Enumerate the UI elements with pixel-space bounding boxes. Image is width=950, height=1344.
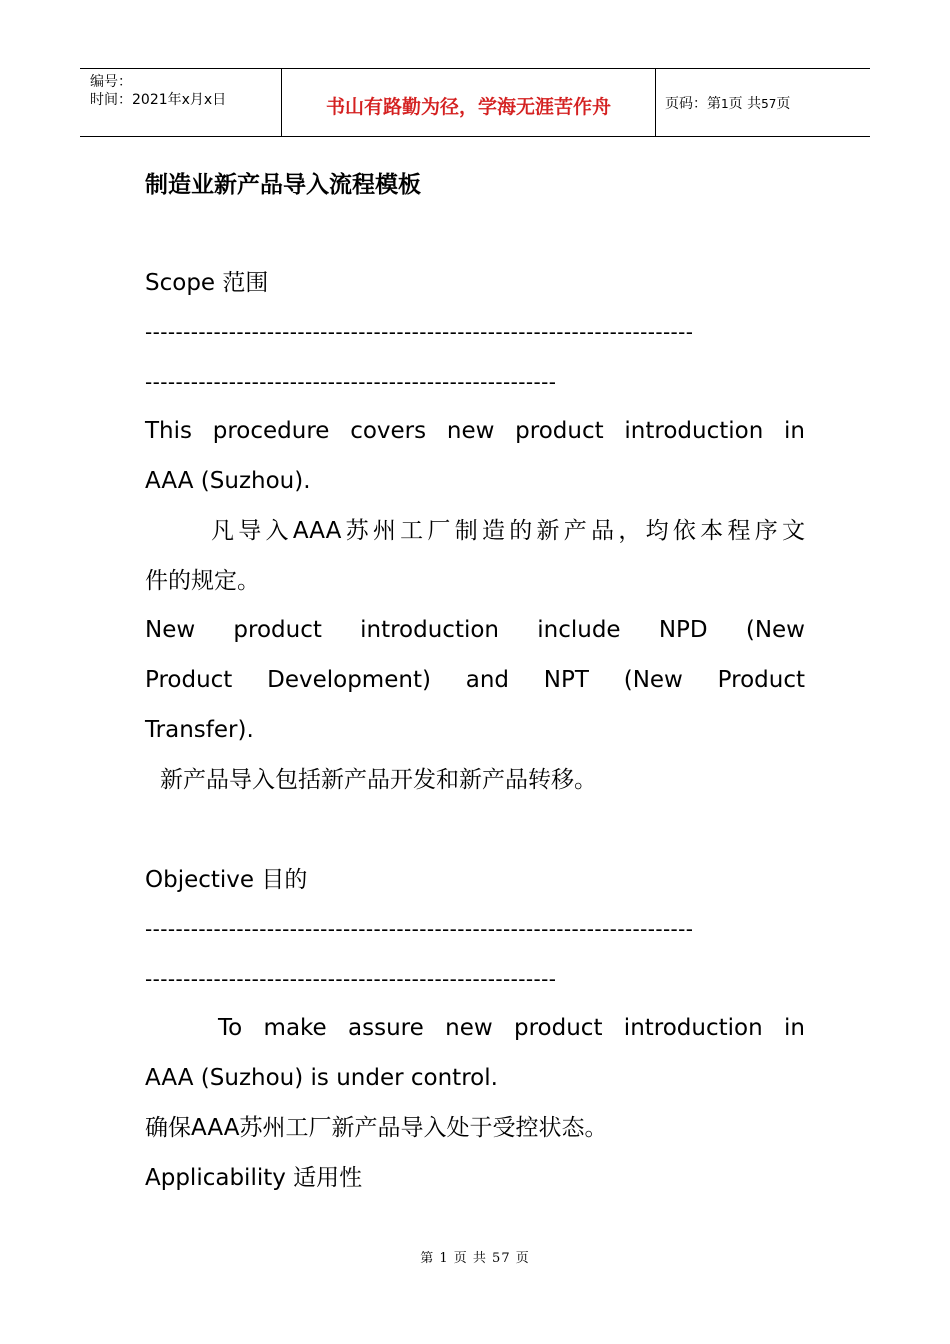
header-motto: 书山有路勤为径，学海无涯苦作舟	[325, 96, 611, 118]
page-mid: 页 共	[728, 96, 762, 112]
page-current: 1	[721, 97, 729, 111]
objective-divider-short: ------------------------------------------------------	[145, 967, 557, 991]
page-total: 57	[761, 97, 777, 111]
npi-cn: 新产品导入包括新产品开发和新产品转移。	[160, 767, 597, 793]
header-page-cell	[656, 69, 870, 136]
objective-heading: Objective 目的	[145, 867, 308, 893]
objective-en-line-1: To make assure new product introduction in	[218, 1015, 805, 1041]
scope-heading: Scope 范围	[145, 270, 269, 296]
npi-en-line-1: New product introduction include NPD (New	[145, 617, 805, 643]
scope-en-line-1: This procedure covers new product introduction in	[145, 418, 805, 444]
document-time-label: 时间：2021年x月x日	[90, 92, 227, 108]
applicability-heading: Applicability 适用性	[145, 1165, 363, 1191]
document-title: 制造业新产品导入流程模板	[145, 172, 421, 198]
document-number-label: 编号：	[90, 74, 132, 90]
objective-divider-long: ------------------------------------------------------------------------	[145, 917, 694, 941]
page-suffix: 页	[776, 96, 791, 112]
scope-divider-long: ------------------------------------------------------------------------	[145, 320, 694, 344]
scope-cn-line-2: 件的规定。	[145, 568, 260, 594]
npi-en-line-2: Product Development) and NPT (New Product	[145, 667, 805, 693]
scope-divider-short: ------------------------------------------------------	[145, 370, 557, 394]
objective-en-line-2: AAA (Suzhou) is under control.	[145, 1065, 498, 1091]
header-meta-cell	[80, 69, 280, 136]
header-motto-cell	[281, 69, 656, 136]
header-page-info	[665, 93, 790, 113]
scope-cn-line-1: 凡导入AAA苏州工厂制造的新产品，均依本程序文	[211, 518, 805, 544]
page-footer: 第 1 页 共 57 页	[420, 1251, 530, 1266]
objective-cn: 确保AAA苏州工厂新产品导入处于受控状态。	[145, 1115, 608, 1141]
npi-en-line-3: Transfer).	[145, 717, 254, 743]
page-prefix: 页码：第	[665, 96, 721, 112]
page-header	[80, 68, 870, 137]
scope-en-line-2: AAA (Suzhou).	[145, 468, 311, 494]
